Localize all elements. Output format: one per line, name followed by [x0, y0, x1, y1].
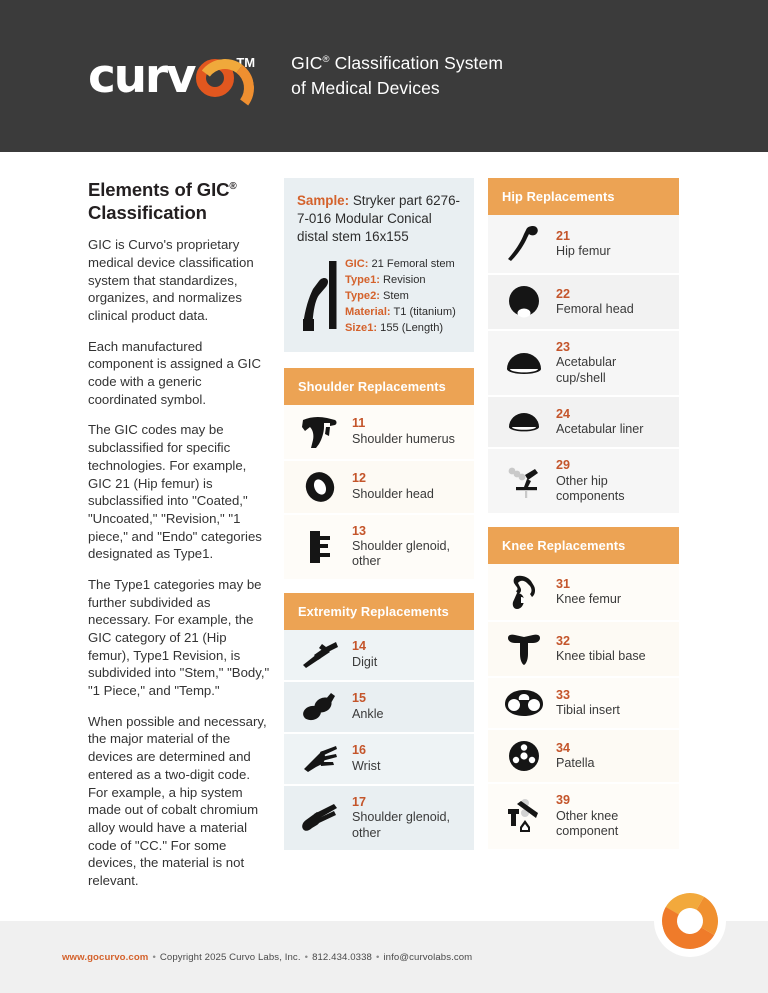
spec-key: GIC:	[345, 257, 369, 270]
page-footer	[0, 921, 768, 993]
item-code: 14	[352, 639, 367, 654]
other-knee-icon	[498, 796, 550, 836]
spec-value: Stem	[379, 289, 409, 302]
item-code: 31	[556, 576, 571, 591]
item-label: Ankle	[352, 706, 384, 721]
spec-value: T1 (titanium)	[390, 305, 456, 318]
item-label: Acetabular cup/shell	[556, 355, 617, 385]
card-extremity-replacements	[284, 593, 474, 850]
list-item[interactable]	[488, 449, 679, 513]
sample-spec-row	[345, 305, 456, 321]
item-label: Femoral head	[556, 302, 634, 317]
intro-paragraph-4: The Type1 categories may be further subdivided as necessary. For example, the GIC category of 21 (Hip femur), Type1 Revision, is subdivided into "Stem," "Body," "1 Piece," and "Temp."	[88, 576, 270, 699]
item-code: 23	[556, 340, 571, 354]
curvo-logo[interactable]	[88, 48, 256, 104]
list-item[interactable]	[488, 564, 679, 622]
card-knee-replacements	[488, 527, 679, 848]
shoulder-humerus-icon	[294, 414, 346, 450]
card-hip-replacements	[488, 178, 679, 513]
page-header	[0, 0, 768, 152]
elements-heading-line1: Elements of GIC	[88, 179, 230, 200]
footer-separator: •	[152, 951, 156, 963]
card-heading-knee: Knee Replacements	[488, 527, 679, 564]
list-item-meta	[550, 634, 646, 665]
intro-paragraph-5: When possible and necessary, the major material of the devices are determined and entered as a two-digit code. For example, a hip system made out of cobalt chromium alloy would have a material code of "CC." For some devices, the material is not relevant.	[88, 713, 267, 888]
sample-label: Sample:	[297, 193, 350, 208]
list-item[interactable]	[284, 734, 474, 786]
sample-part-text: Stryker part 6276-7-016 Modular Conical distal stem 16x155	[297, 193, 460, 245]
list-item[interactable]	[284, 515, 474, 579]
item-label: Other knee component	[556, 808, 619, 839]
knee-femur-icon	[498, 573, 550, 611]
middle-column	[284, 178, 474, 864]
ring-shape	[656, 887, 725, 956]
list-item-meta	[550, 741, 595, 772]
elements-column	[88, 178, 270, 903]
list-item-meta	[346, 691, 384, 722]
page-title-line1	[291, 51, 503, 76]
list-item-meta	[346, 524, 464, 570]
femoral-head-icon	[498, 284, 550, 320]
trademark-icon: TM	[236, 54, 256, 70]
sample-spec-row	[345, 257, 456, 273]
other-hip-icon	[498, 462, 550, 500]
item-code: 15	[352, 691, 367, 706]
item-code: 34	[556, 740, 571, 755]
page-title-line2: of Medical Devices	[291, 78, 440, 98]
shoulder-glenoid-icon	[294, 528, 346, 566]
spec-value: 21 Femoral stem	[368, 257, 455, 270]
list-item[interactable]	[488, 678, 679, 730]
digit-implant-icon	[294, 639, 346, 671]
card-shoulder-replacements	[284, 368, 474, 579]
item-label: Shoulder glenoid, other	[352, 810, 451, 840]
ankle-implant-icon	[294, 691, 346, 723]
item-label: Knee tibial base	[556, 649, 646, 664]
item-label: Hip femur	[556, 244, 611, 259]
footer-separator: •	[304, 951, 309, 963]
sample-spec-list	[345, 257, 456, 337]
list-item-meta	[550, 688, 620, 719]
sample-card	[284, 178, 474, 352]
item-code: 24	[556, 406, 571, 421]
page-title-rest: Classification System	[329, 53, 504, 74]
list-item-meta	[550, 407, 644, 438]
sample-body	[297, 257, 461, 337]
footer-contact-line	[62, 952, 472, 963]
item-label: Acetabular liner	[556, 422, 644, 437]
item-code: 29	[556, 458, 571, 473]
item-label: Tibial insert	[556, 703, 620, 718]
shoulder-head-icon	[294, 470, 346, 504]
right-column	[488, 178, 679, 863]
item-label: Shoulder humerus	[352, 431, 455, 446]
item-code: 33	[556, 687, 571, 702]
tibial-insert-icon	[498, 688, 550, 718]
curvo-logo-wordmark	[88, 48, 234, 104]
item-label: Shoulder glenoid, other	[352, 538, 451, 569]
sample-spec-row	[345, 289, 456, 305]
curvo-logo-o-icon	[196, 59, 234, 97]
registered-mark-icon: ®	[229, 180, 237, 192]
item-label: Other hip components	[556, 473, 625, 504]
footer-email[interactable]: info@curvolabs.com	[383, 951, 473, 963]
card-heading-extremity: Extremity Replacements	[284, 593, 474, 630]
item-code: 16	[352, 743, 367, 758]
spec-key: Material:	[345, 305, 391, 318]
knee-tibial-base-icon	[498, 631, 550, 667]
item-label: Digit	[352, 654, 378, 669]
sample-spec-row	[345, 273, 456, 289]
list-item[interactable]	[488, 397, 679, 449]
elements-heading	[88, 178, 270, 224]
list-item[interactable]	[284, 461, 474, 515]
acetabular-liner-icon	[498, 410, 550, 434]
list-item-meta	[550, 458, 669, 504]
curvo-logo-letters: curv	[88, 48, 195, 104]
list-item-meta	[346, 471, 434, 502]
item-code: 12	[352, 471, 367, 486]
list-item-meta	[346, 416, 455, 447]
list-item[interactable]	[284, 630, 474, 682]
spec-key: Type2:	[345, 289, 380, 302]
footer-separator: •	[375, 951, 380, 963]
item-code: 13	[352, 523, 367, 538]
list-item-meta	[550, 793, 669, 839]
item-label: Knee femur	[556, 592, 622, 607]
item-code: 22	[556, 286, 571, 301]
list-item-meta	[550, 577, 621, 608]
spec-key: Size1:	[345, 321, 378, 334]
item-code: 21	[556, 228, 571, 243]
acetabular-cup-icon	[498, 350, 550, 376]
card-heading-shoulder: Shoulder Replacements	[284, 368, 474, 405]
list-item-meta	[346, 743, 380, 774]
footer-phone[interactable]: 812.434.0338	[312, 951, 372, 963]
item-code: 32	[556, 633, 571, 648]
hip-femur-icon	[498, 224, 550, 264]
list-item[interactable]	[488, 275, 679, 331]
intro-paragraph-1: GIC is Curvo's proprietary medical device classification system that standardizes, organizes, and normalizes clinical product data.	[88, 237, 254, 323]
item-code: 39	[556, 793, 571, 808]
list-item-meta	[346, 795, 464, 841]
list-item-meta	[550, 287, 634, 318]
page-body	[0, 152, 768, 903]
footer-copyright: Copyright 2025 Curvo Labs, Inc.	[159, 951, 301, 963]
item-code: 17	[352, 794, 367, 809]
intro-paragraph-3: The GIC codes may be subclassified for specific technologies. For example, GIC 21 (Hip femur) is subclassified into "Coated," "Uncoated," "Revision," "1 piece," and "Endo" categories designated as Type1.	[88, 422, 262, 562]
list-item[interactable]	[284, 682, 474, 734]
femoral-stem-icon	[297, 257, 345, 335]
list-item[interactable]	[488, 622, 679, 678]
page-title	[291, 51, 503, 101]
elements-heading-line2: Classification	[88, 202, 207, 224]
spec-value: Revision	[379, 273, 426, 286]
card-heading-hip: Hip Replacements	[488, 178, 679, 215]
sample-description	[297, 192, 461, 247]
list-item[interactable]	[488, 215, 679, 275]
list-item-meta	[550, 340, 669, 386]
curvo-ring-logo-icon	[654, 885, 726, 957]
page-title-gic: GIC	[291, 53, 323, 74]
wrist-implant-icon	[294, 743, 346, 775]
item-label: Wrist	[352, 758, 381, 773]
glenoid-other-icon	[294, 801, 346, 835]
list-item[interactable]	[488, 784, 679, 848]
list-item[interactable]	[284, 405, 474, 461]
intro-paragraph-2: Each manufactured component is assigned a GIC code with a generic coordinated symbol.	[88, 338, 261, 407]
list-item[interactable]	[284, 786, 474, 850]
patella-icon	[498, 739, 550, 773]
item-label: Patella	[556, 756, 595, 771]
footer-website-link[interactable]: www.gocurvo.com	[62, 951, 149, 963]
spec-key: Type1:	[345, 273, 380, 286]
item-code: 11	[352, 416, 366, 431]
sample-spec-row	[345, 321, 456, 337]
spec-value: 155 (Length)	[377, 321, 444, 334]
list-item[interactable]	[488, 331, 679, 397]
list-item-meta	[346, 639, 377, 670]
item-label: Shoulder head	[352, 486, 434, 501]
registered-mark-icon: ®	[322, 54, 330, 66]
list-item[interactable]	[488, 730, 679, 784]
list-item-meta	[550, 229, 611, 260]
